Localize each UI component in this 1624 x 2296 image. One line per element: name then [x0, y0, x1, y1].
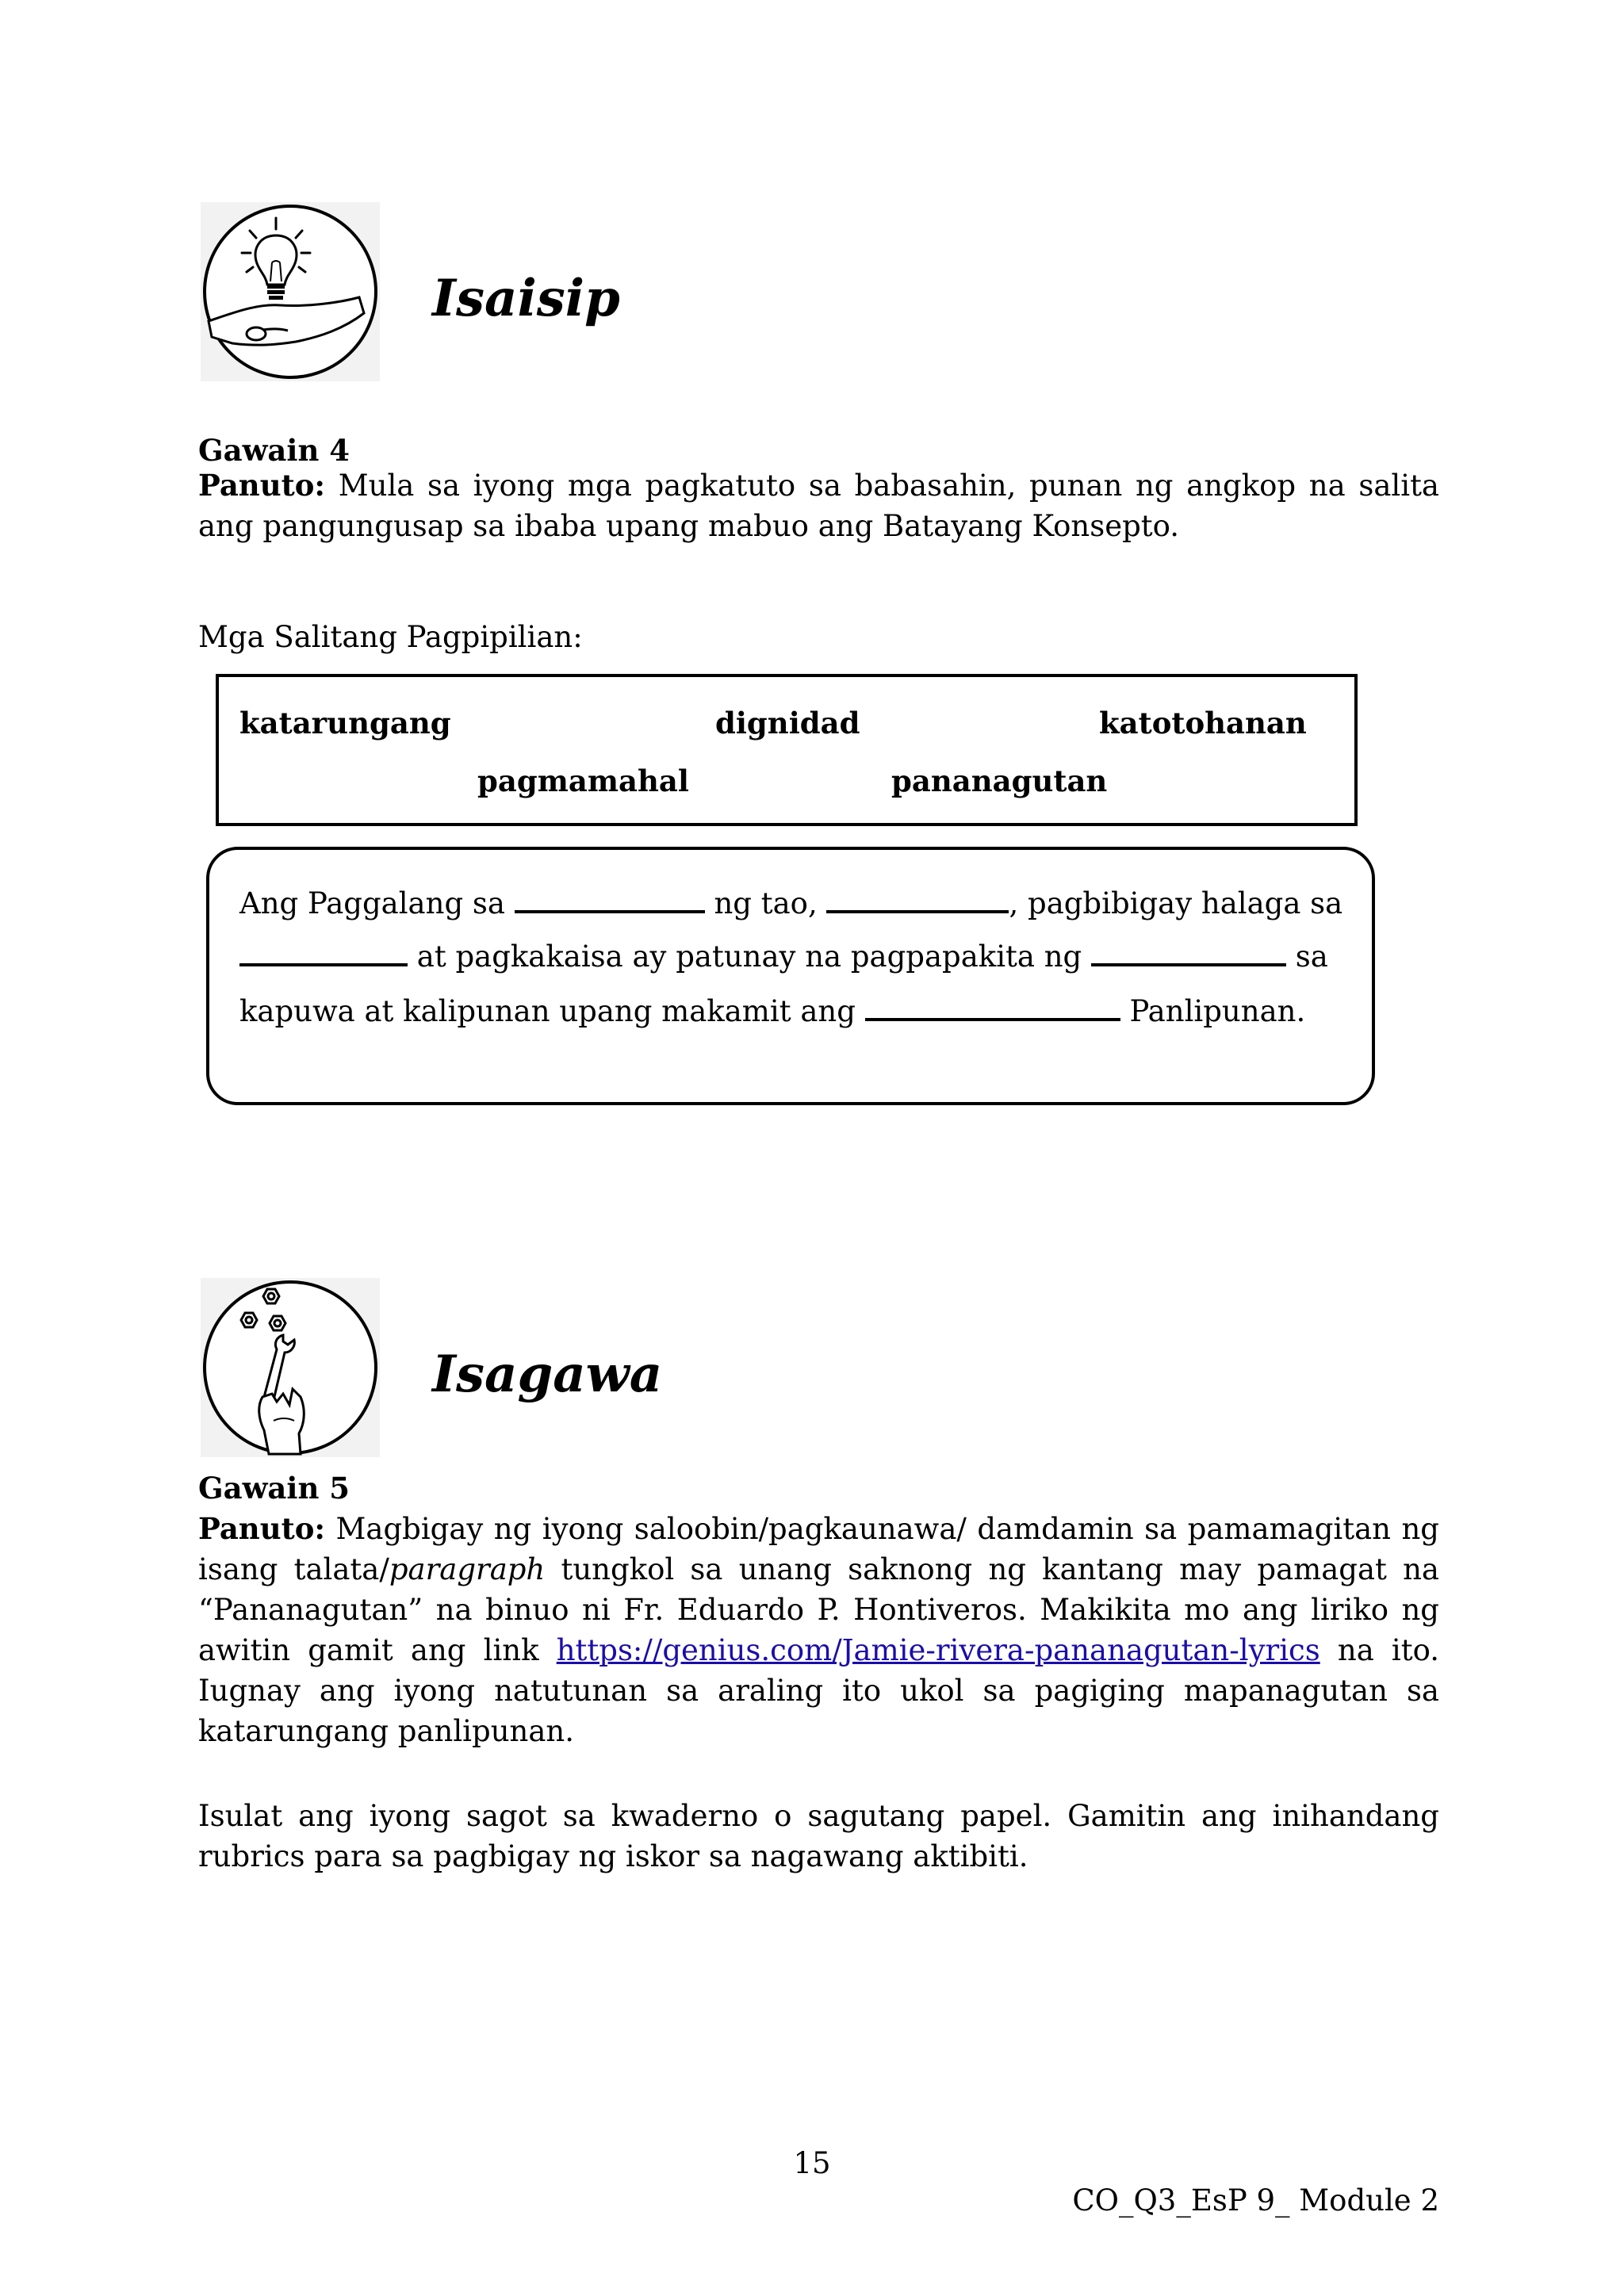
- concept-text: Panlipunan.: [1129, 994, 1306, 1028]
- instruction-paragraph-2: Isulat ang iyong sagot sa kwaderno o sagutang papel. Gamitin ang inihandang rubrics para sa pagbigay ng iskor sa nagawang aktibiti.: [198, 1799, 1439, 1873]
- paragraph-text: Magbigay ng iyong saloobin/pagkaunawa/ damdamin sa pamamagitan ng isang talata/: [198, 1512, 1439, 1586]
- concept-text: at pagkakaisa ay patunay na pagpapakita ng: [416, 939, 1082, 974]
- paragraph-text: tungkol sa unang saknong ng kantang may pamagat na “Pananagutan” na binuo ni Fr. Eduardo P. Hontiveros. Makikita mo ang liriko ng awitin gamit ang link: [198, 1552, 1439, 1667]
- activity-label: Gawain 5: [198, 1471, 350, 1506]
- blank-line: [826, 883, 1009, 913]
- lyrics-link[interactable]: https://genius.com/Jamie-rivera-pananagutan-lyrics: [556, 1633, 1320, 1667]
- blank-line: [865, 991, 1120, 1021]
- paragraph-italic: paragraph: [389, 1552, 546, 1586]
- choice-word: katarungang: [239, 706, 451, 740]
- instruction-label: Panuto:: [198, 1511, 326, 1546]
- blank-line: [1091, 936, 1286, 966]
- choice-word: pagmamahal: [477, 763, 689, 798]
- concept-line-2: [239, 936, 1328, 977]
- choice-word: dignidad: [715, 706, 860, 740]
- page-number: 15: [793, 2146, 831, 2180]
- instruction-paragraph: [198, 1509, 1439, 1751]
- word-choices-box: [216, 674, 1358, 826]
- hand-with-wrench-and-nuts-icon: [201, 1278, 380, 1457]
- concept-text: , pagbibigay halaga sa: [1009, 886, 1343, 920]
- module-code: CO_Q3_EsP 9_ Module 2: [1072, 2183, 1439, 2218]
- paragraph-text: na ito. Iugnay ang iyong natutunan sa araling ito ukol sa pagiging mapanagutan sa katarungang panlipunan.: [198, 1633, 1440, 1748]
- choice-word: katotohanan: [1099, 706, 1307, 740]
- choice-word: pananagutan: [891, 763, 1108, 798]
- concept-text: kapuwa at kalipunan upang makamit ang: [239, 994, 856, 1028]
- concept-text: sa: [1295, 939, 1328, 974]
- section-title-isagawa: Isagawa: [432, 1345, 663, 1404]
- instruction: [198, 465, 1439, 546]
- blank-line: [515, 883, 705, 913]
- section-title-isaisip: Isaisip: [432, 269, 620, 328]
- concept-line-1: [239, 883, 1342, 924]
- instruction-text: Mula sa iyong mga pagkatuto sa babasahin, punan ng angkop na salita ang pangungusap sa ibaba upang mabuo ang Batayang Konsepto.: [198, 469, 1439, 543]
- activity-label: Gawain 4: [198, 433, 350, 468]
- blank-line: [239, 936, 408, 966]
- concept-text: Ang Paggalang sa: [239, 886, 505, 920]
- concept-text: ng tao,: [714, 886, 818, 920]
- choices-label: Mga Salitang Pagpipilian:: [198, 620, 583, 654]
- instruction-label: Panuto:: [198, 468, 326, 503]
- concept-line-3: [239, 991, 1305, 1031]
- lightbulb-in-hand-icon: [201, 202, 380, 381]
